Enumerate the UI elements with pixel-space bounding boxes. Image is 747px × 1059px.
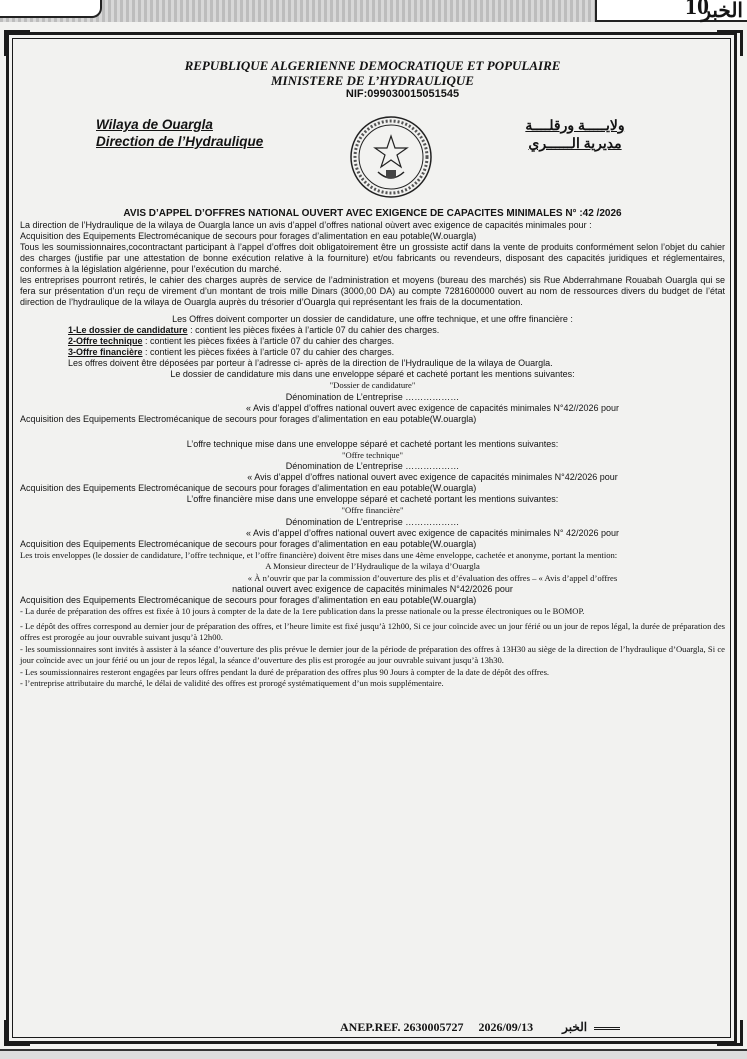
ministry-heading: MINISTERE DE L’HYDRAULIQUE — [271, 73, 474, 88]
company-denomination: Dénomination de L’entreprise ……………… — [285, 391, 460, 402]
list-item — [20, 336, 725, 347]
arabic-heading — [520, 116, 630, 152]
masthead-strip — [0, 0, 747, 22]
announcement-body — [20, 220, 725, 690]
item-text: : contient les pièces fixées à l’article 07 du cahier des charges. — [145, 336, 395, 346]
deposit-paragraph: Les offres doivent être déposées par porteur à l’adresse ci- après de la direction de l’Hydraulique de la wilaya de Ouargla. — [68, 358, 553, 368]
acquisition-line: Acquisition des Equipements Electromécanique de secours pour forages d’alimentation en eau potable(W.ouargla) — [20, 483, 477, 493]
acquisition-line: Acquisition des Equipements Electromécanique de secours pour forages d’alimentation en eau potable(W.ouargla) — [20, 595, 477, 605]
masthead-left-corner — [0, 0, 102, 18]
item-label: 1-Le dossier de candidature — [68, 325, 188, 335]
eligibility-paragraph: Tous les soumissionnaires,cocontractant participant à l’appel d’offres doit obligatoirement être un grossiste actif dans la vente de produits conformément selon l’objet du cahier des charges (justifie par une attestation de bonne exécution relative à la fourniture) et/ou fabricants ou revendeurs, disposant des capacités juridiques et réglementaires, conformes à la législation algérienne, pour l’exécution du marché. — [20, 242, 725, 274]
candidature-quote: "Dossier de candidature" — [329, 380, 416, 390]
nif-number: NIF:099030015051545 — [345, 88, 460, 100]
paper-name: الخبر — [701, 0, 743, 22]
bullet-deposit: - Le dépôt des offres correspond au dernier jour de préparation des offres, et l’heure limite est fixé jusqu’à 12h00, Si ce jour coïncide avec un jour férié ou un jour de repos légal, la durée de préparation des offres est prorogée au jour ouvrable suivant jusqu’à 12h00. — [20, 620, 725, 642]
company-denomination: Dénomination de L’entreprise ……………… — [285, 516, 460, 527]
arabic-direction: مديرية الــــــري — [528, 135, 622, 151]
frame-corner-bottom-left — [4, 1020, 30, 1046]
fourth-envelope: Les trois enveloppes (le dossier de candidature, l’offre technique, et l’offre financière) doivent être mises dans une 4ème enveloppe, cachetée et anonyme, portant la mention: — [20, 549, 618, 560]
avis-line: « Avis d’appel d’offres national ouvert avec exigence de capacités minimales N° 42/2026 pour — [246, 527, 619, 538]
tender-title: AVIS D’APPEL D’OFFRES NATIONAL OUVERT AVEC EXIGENCE DE CAPACITES MINIMALES N° :42 /2026 — [123, 208, 622, 219]
financial-quote: "Offre financière" — [341, 505, 404, 515]
frame-corner-top-right — [717, 30, 743, 56]
bullet-preparation: - La durée de préparation des offres est fixée à 10 jours à compter de la date de la 1ere publication dans la presse nationale ou la presse électroniques ou le BOMOP. — [20, 606, 585, 616]
acquisition-line: Acquisition des Equipements Electromécanique de secours pour forages d’alimentation en eau potable(W.ouargla) — [20, 413, 477, 424]
bullet-extension: - l’entreprise attributaire du marché, le délai de validité des offres est prorogé systématiquement d’un mois supplémentaire. — [20, 678, 444, 688]
item-text: : contient les pièces fixées à l’article 07 du cahier des charges. — [190, 325, 440, 335]
company-denomination: Dénomination de L’entreprise ……………… — [285, 461, 460, 471]
announcement — [20, 58, 725, 688]
do-not-open-line-2: national ouvert avec exigence de capacités minimales N°42/2026 pour — [232, 584, 513, 594]
bullet-validity: - Les soumissionnaires resteront engagées par leurs offres pendant la duré de préparation des offres plus 90 Jours à compter de la date de dépôt des offres. — [20, 666, 550, 677]
technical-envelope: L’offre technique mise dans une enveloppe séparé et cacheté portant les mentions suivantes: — [186, 438, 559, 449]
avis-line: « Avis d’appel d’offres national ouvert avec exigence de capacités minimales N°42//2026 pour — [246, 402, 619, 413]
acquisition-line: Acquisition des Equipements Electromécanique de secours pour forages d’alimentation en eau potable(W.ouargla) — [20, 538, 477, 549]
footer-rule — [594, 1027, 620, 1030]
frame-corner-top-left — [4, 30, 30, 56]
item-label: 3-Offre financière — [68, 347, 143, 357]
offers-composition: Les Offres doivent comporter un dossier de candidature, une offre technique, et une offre financière : — [172, 314, 573, 324]
republic-seal-icon — [348, 114, 434, 200]
wilaya-name: Wilaya de Ouargla — [96, 117, 213, 132]
wilaya-heading — [96, 116, 263, 150]
page-number: 10 — [685, 0, 709, 20]
object-line: Acquisition des Equipements Electromécanique de secours pour forages d’alimentation en eau potable(W.ouargla) — [20, 231, 477, 241]
financial-envelope: L’offre financière mise dans une enveloppe séparé et cacheté portant les mentions suivantes: — [186, 494, 559, 504]
masthead-page-box — [595, 0, 747, 22]
candidature-envelope: Le dossier de candidature mis dans une enveloppe séparé et cacheté portant les mentions suivantes: — [170, 369, 575, 379]
avis-line: « Avis d’appel d’offres national ouvert avec exigence de capacités minimales N°42/2026 pour — [247, 472, 618, 482]
do-not-open-line: « À n’ouvrir que par la commission d’ouverture des plis et d’évaluation des offres – « Avis d’appel d’offres — [247, 572, 618, 583]
bullet-opening: - les soumissionnaires sont invités à assister à la séance d’ouverture des plis prévue le dernier jour de la période de préparation des offres à 13H30 au siège de la direction de l’hydraulique d’Ouargla, Si ce jour coïncide avec un jour férié ou un jour de repos légal, la séance d’ouverture des plis est prorogée au jour ouvrable suivant jusqu’à 13h30. — [20, 643, 725, 665]
arabic-wilaya: ولايـــــة ورقلــــة — [525, 117, 625, 133]
publication-date: 2026/09/13 — [478, 1020, 534, 1034]
item-label: 2-Offre technique — [68, 336, 143, 346]
direction-name: Direction de l’Hydraulique — [96, 134, 264, 149]
footer-logo: الخبر — [562, 1020, 588, 1034]
item-text: : contient les pièces fixées à l’article 07 du cahier des charges. — [145, 347, 395, 357]
republic-heading: REPUBLIQUE ALGERIENNE DEMOCRATIQUE ET POPULAIRE — [184, 58, 561, 73]
list-item — [20, 347, 725, 358]
withdrawal-paragraph: les entreprises pourront retirés, le cahier des charges auprès de service de l’administration et moyens (bureau des marchés) sis Rue Abderrahmane Rouabah Ouargla qui se fera sur présentation d’un reçu de virement d’un montant de trois mille Dinars (3000,00 DA) au compte 7281600000 ouvert au nom de ressources divers du budget de l’état direction de l’hydraulique de la wilaya de Ouargla auprès du trésorier d’Ouargla qui représentant les frais de la documentation. — [20, 275, 725, 307]
intro-paragraph: La direction de l’Hydraulique de la wilaya de Ouargla lance un avis d’appel d’offres national oùvert avec exigence de capacités minimales pour : — [20, 220, 592, 230]
frame-corner-bottom-right — [717, 1020, 743, 1046]
list-item — [20, 325, 725, 336]
bottom-strip — [0, 1049, 747, 1059]
technical-quote: "Offre technique" — [341, 449, 404, 460]
addressee: A Monsieur directeur de l’Hydraulique de la wilaya d’Ouargla — [265, 561, 480, 571]
anep-reference: ANEP.REF. 2630005727 — [340, 1020, 464, 1034]
footer — [340, 1020, 620, 1035]
